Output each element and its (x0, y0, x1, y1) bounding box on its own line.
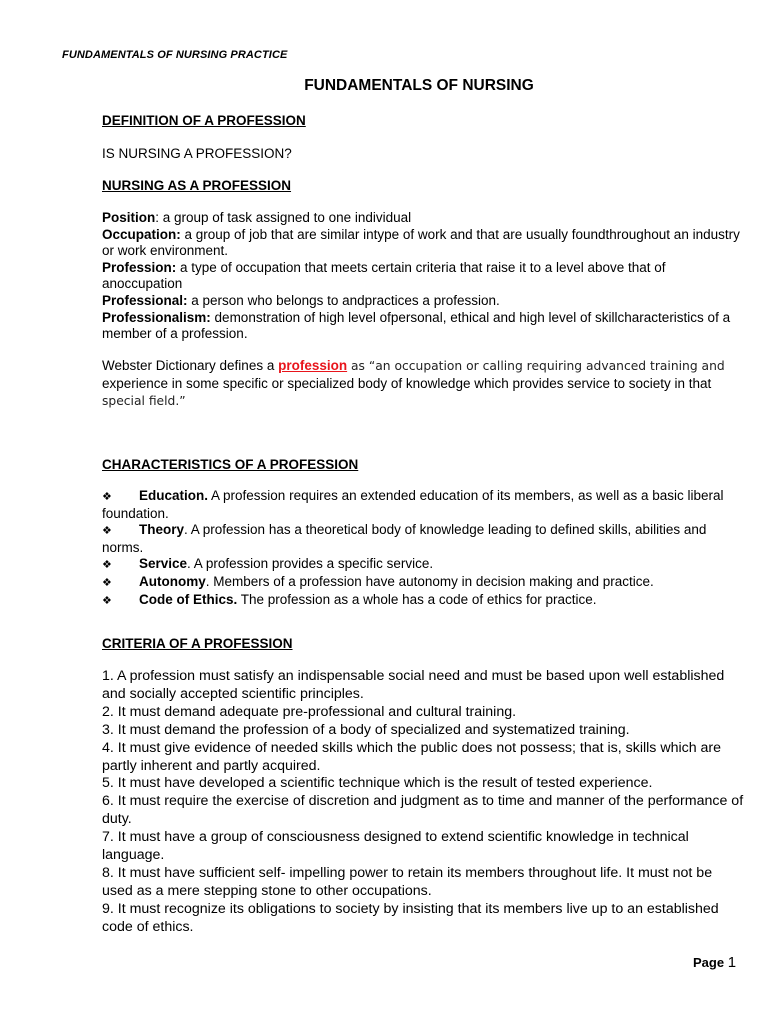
profession-highlight: profession (278, 358, 348, 373)
list-item (102, 592, 742, 610)
list-item: 2. It must demand adequate pre-professional and cultural training. (102, 703, 517, 720)
document-title: FUNDAMENTALS OF NURSING (304, 77, 534, 94)
criteria-list (102, 668, 744, 937)
list-item (102, 488, 742, 522)
characteristic-term: Theory (139, 522, 185, 538)
diamond-bullet-icon: ❖ (102, 594, 112, 607)
characteristic-text: A profession requires an extended education of its members, as well as a basic liberal foundation. (102, 488, 724, 521)
definition-heading: DEFINITION OF A PROFESSION (102, 113, 306, 128)
diamond-bullet-icon: ❖ (102, 525, 112, 538)
term-professionalism (102, 310, 742, 343)
characteristic-term: Code of Ethics. (139, 591, 238, 607)
term-text: a type of occupation that meets certain criteria that raise it to a level above that of anoccupation (102, 259, 666, 292)
nursing-as-profession-heading: NURSING AS A PROFESSION (102, 178, 292, 193)
list-item (102, 556, 742, 574)
list-item (102, 574, 742, 592)
term-label: Profession: (102, 259, 177, 275)
characteristic-term: Service (139, 556, 188, 572)
nursing-question: IS NURSING A PROFESSION? (102, 146, 292, 161)
diamond-bullet-icon: ❖ (102, 576, 112, 589)
characteristic-text: . Members of a profession have autonomy in decision making and practice. (205, 573, 654, 589)
term-definitions (102, 210, 742, 343)
term-occupation (102, 227, 742, 260)
list-item: 7. It must have a group of consciousness designed to extend scientific knowledge in technical language. (102, 829, 689, 864)
characteristic-text: . A profession has a theoretical body of knowledge leading to defined skills, abilities and norms. (102, 522, 707, 555)
list-item: 9. It must recognize its obligations to society by insisting that its members live up to an established code of ethics. (102, 900, 719, 935)
diamond-bullet-icon: ❖ (102, 491, 112, 503)
list-item: 3. It must demand the profession of a body of specialized and systematized training. (102, 721, 630, 738)
characteristic-text: The profession as a whole has a code of ethics for practice. (237, 591, 597, 607)
term-text: a person who belongs to andpractices a profession. (187, 292, 500, 308)
webster-quote-end: special field.” (102, 394, 186, 408)
characteristics-heading: CHARACTERISTICS OF A PROFESSION (102, 457, 359, 472)
diamond-bullet-icon: ❖ (102, 559, 112, 572)
webster-quote-start: as “an occupation or calling requiring advanced training and (347, 359, 725, 373)
term-text: a group of job that are similar intype of work and that are usually foundthroughout an industry or work environment. (102, 226, 740, 259)
list-item: 8. It must have sufficient self- impelling power to retain its members throughout life. It must not be used as a mere stepping stone to other occupations. (102, 864, 713, 899)
webster-prefix: Webster Dictionary defines a (102, 358, 279, 373)
characteristic-text: . A profession provides a specific service. (187, 556, 434, 572)
page-label: Page (693, 955, 725, 970)
webster-body: experience in some specific or specialized body of knowledge which provides service to society in that (102, 376, 712, 391)
term-position (102, 210, 742, 227)
term-text: demonstration of high level ofpersonal, ethical and high level of skillcharacteristics of a member of a profession. (102, 309, 731, 342)
term-label: Professional: (102, 292, 188, 308)
term-profession (102, 260, 742, 293)
term-label: Professionalism: (102, 309, 211, 325)
list-item: 1. A profession must satisfy an indispensable social need and must be based upon well established and socially accepted scientific principles. (102, 668, 725, 702)
characteristic-term: Education. (139, 488, 209, 503)
characteristics-list (102, 488, 742, 609)
term-label: Position (102, 210, 156, 225)
list-item: 5. It must have developed a scientific technique which is the result of tested experience. (102, 775, 653, 792)
page-number: 1 (727, 954, 737, 971)
term-text: : a group of task assigned to one individual (155, 210, 412, 225)
list-item: 4. It must give evidence of needed skills which the public does not possess; that is, skills which are partly inherent and partly acquired. (102, 739, 722, 774)
term-label: Occupation: (102, 226, 181, 242)
criteria-heading: CRITERIA OF A PROFESSION (102, 636, 293, 651)
running-header: FUNDAMENTALS OF NURSING PRACTICE (62, 49, 288, 61)
page-number-footer (693, 954, 736, 971)
webster-definition (102, 357, 742, 410)
term-professional (102, 293, 742, 310)
list-item (102, 522, 742, 556)
characteristic-term: Autonomy (139, 573, 206, 589)
list-item: 6. It must require the exercise of discretion and judgment as to time and manner of the performance of duty. (102, 793, 744, 828)
